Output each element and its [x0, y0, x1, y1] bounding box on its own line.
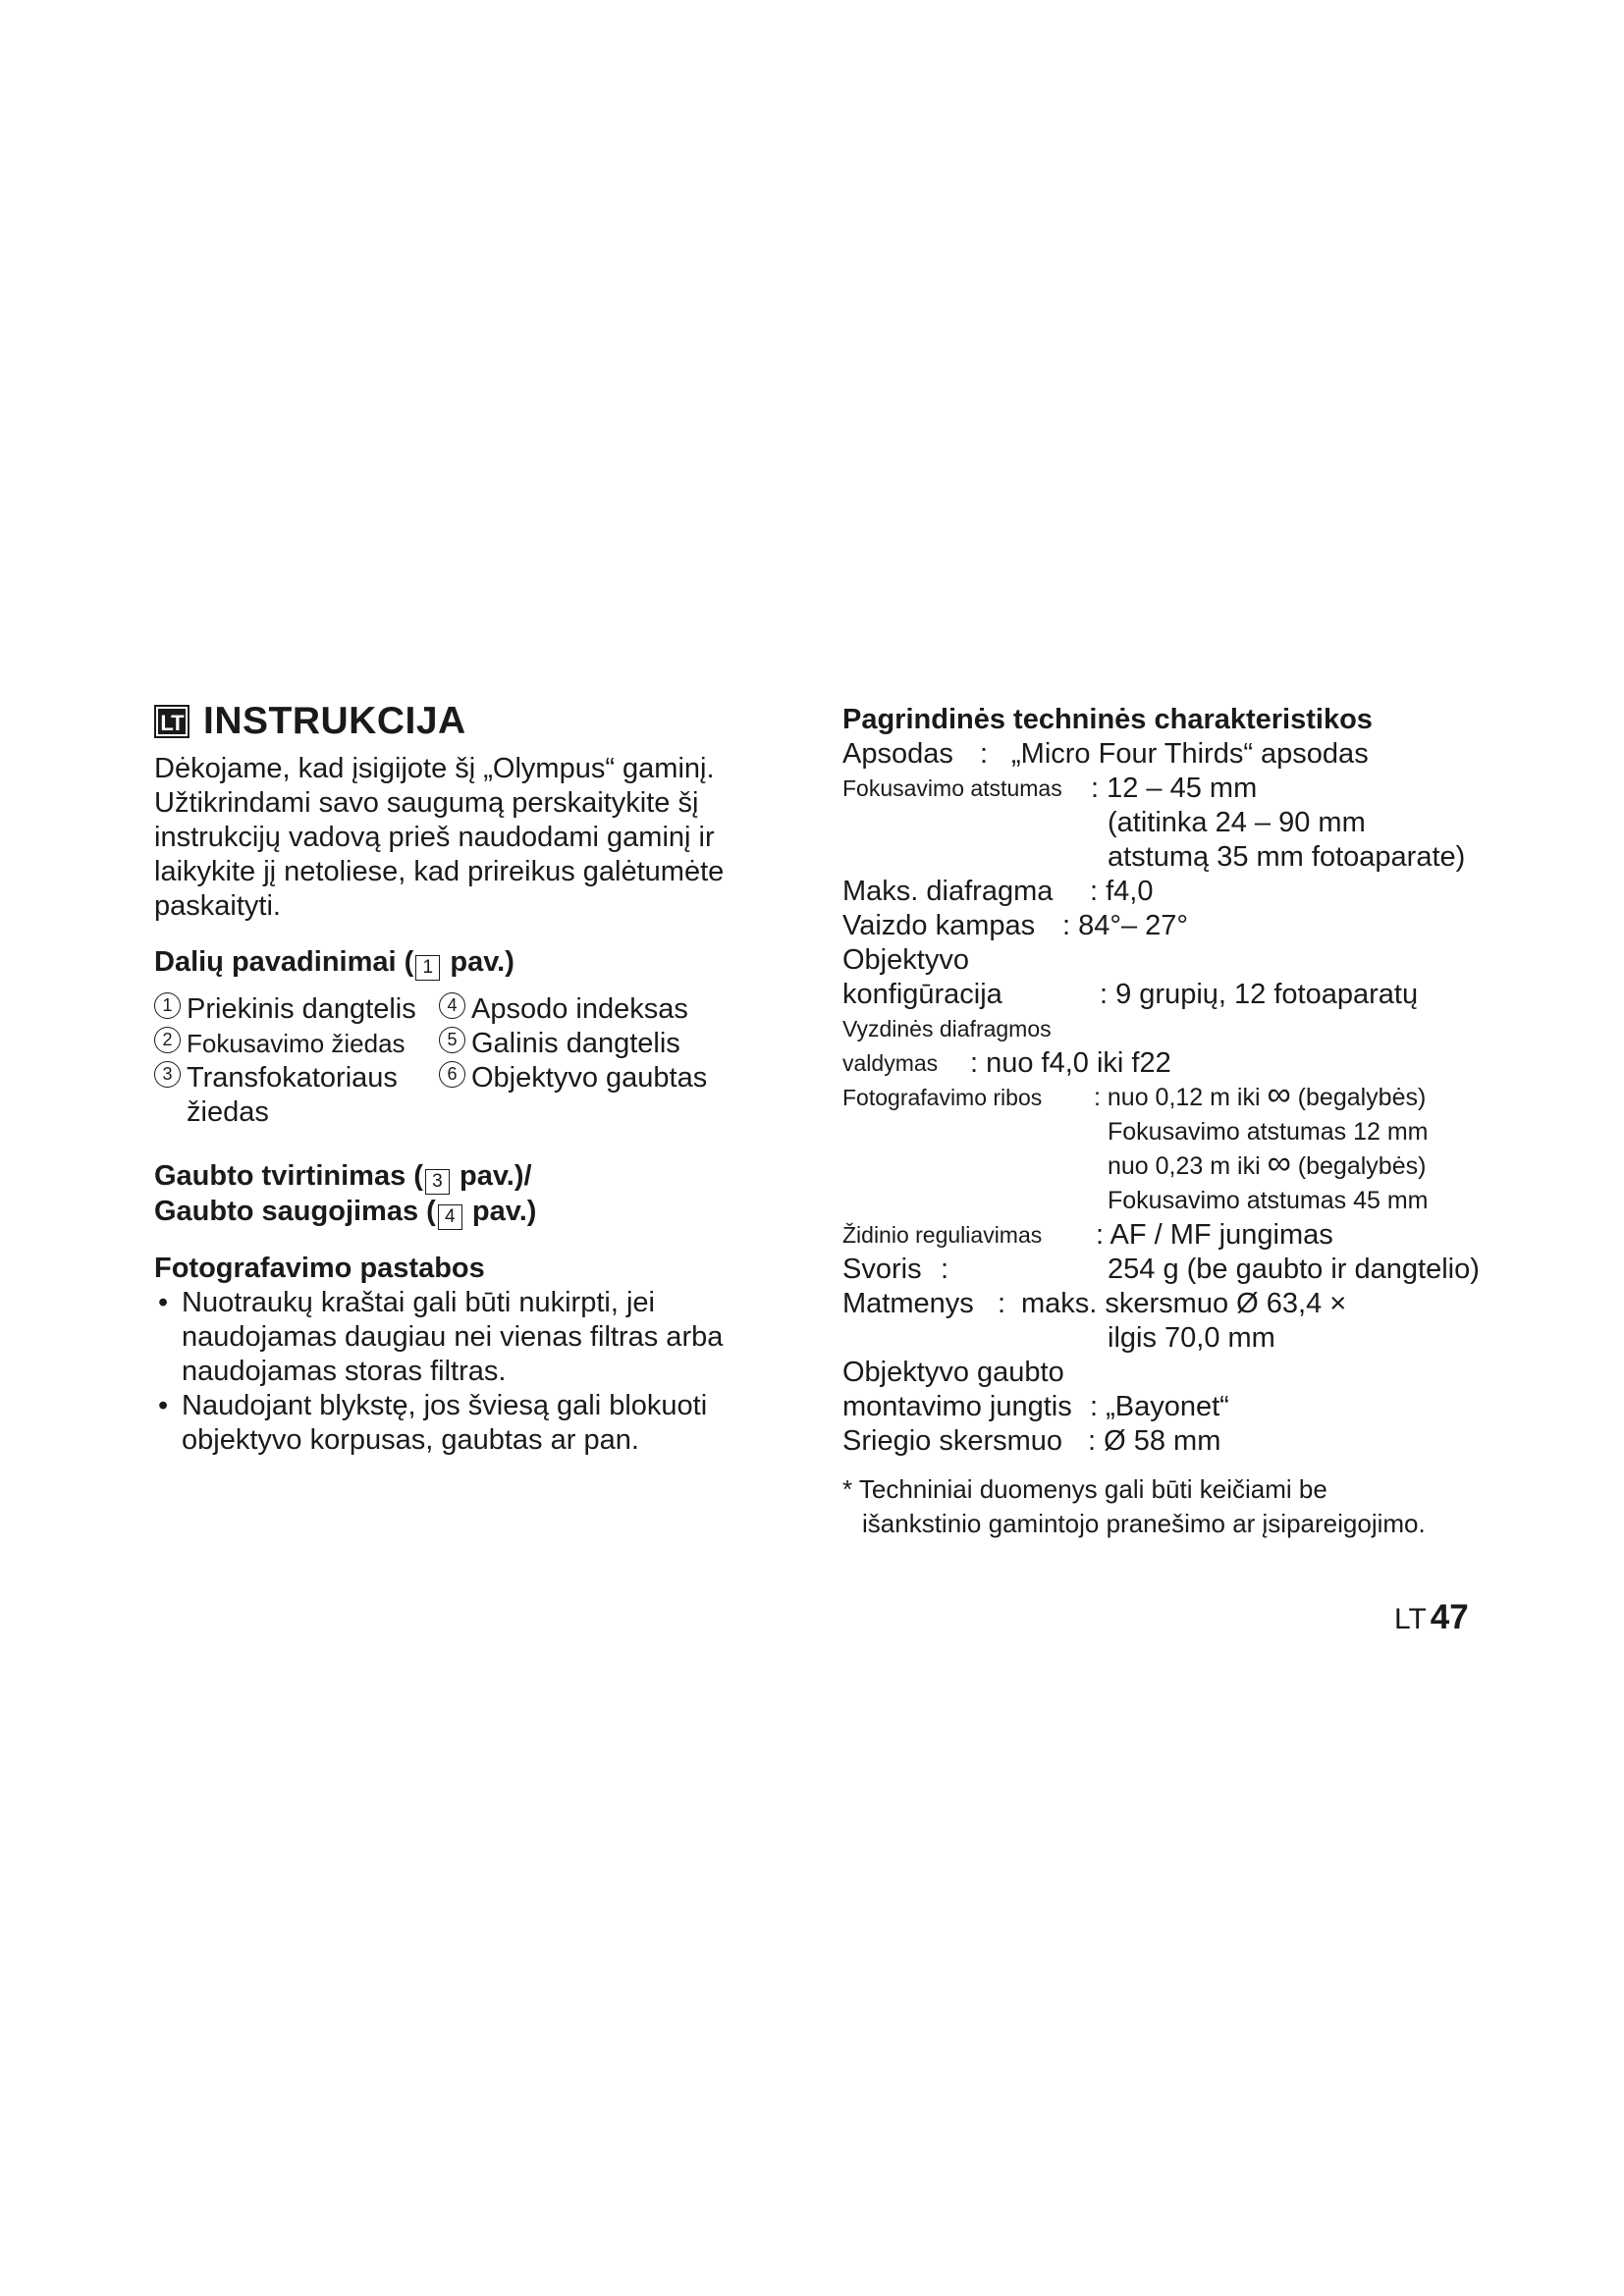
part-label: Apsodo indeksas — [471, 993, 688, 1025]
part-item — [439, 1061, 763, 1130]
spec-focal-length — [842, 772, 1490, 806]
intro-line: instrukcijų vadovą prieš naudodami gaminį ir — [154, 822, 715, 853]
part-label: Fokusavimo žiedas — [187, 1029, 406, 1058]
notes-heading: Fotografavimo pastabos — [154, 1253, 485, 1284]
specs-heading: Pagrindinės techninės charakteristikos — [842, 704, 1373, 735]
page-number-value: 47 — [1430, 1598, 1469, 1636]
specs-footnote — [842, 1472, 1490, 1541]
spec-value: : 9 grupių, 12 fotoaparatų — [1100, 979, 1419, 1010]
spec-mount — [842, 737, 1490, 772]
range-value-text: : nuo 0,12 m iki — [1094, 1084, 1261, 1111]
part-item — [154, 1061, 439, 1130]
page-title: INSTRUKCIJA — [203, 700, 466, 742]
intro-line: Užtikrindami savo saugumą perskaitykite šį — [154, 787, 699, 819]
spec-key: Vyzdinės diafragmos — [842, 1016, 1052, 1041]
footnote-line: * Techniniai duomenys gali būti keičiami be — [842, 1474, 1327, 1504]
parts-heading-text: Dalių pavadinimai ( — [154, 946, 414, 978]
spec-iris — [842, 1046, 1490, 1081]
part-item — [154, 1027, 439, 1061]
spec-sep: : — [998, 1288, 1006, 1319]
spec-sep: : — [980, 738, 989, 770]
spec-weight — [842, 1253, 1490, 1287]
note-line: naudojamas storas filtras. — [182, 1356, 507, 1387]
note-line: objektyvo korpusas, gaubtas ar pan. — [182, 1424, 639, 1456]
spec-key: Svoris — [842, 1254, 922, 1285]
spec-key: Maks. diafragma — [842, 876, 1054, 907]
footnote-line: išankstinio gamintojo pranešimo ar įsipareigojimo. — [862, 1509, 1426, 1538]
spec-key: montavimo jungtis — [842, 1391, 1072, 1422]
figure-ref-box: 3 — [425, 1169, 450, 1195]
hood-attach-heading — [154, 1159, 763, 1195]
note-line: Nuotraukų kraštai gali būti nukirpti, jei — [182, 1287, 655, 1318]
spec-value: : 12 – 45 mm — [1091, 773, 1258, 804]
hood-storage-heading — [154, 1195, 763, 1230]
spec-value: 254 g (be gaubto ir dangtelio) — [1108, 1254, 1480, 1285]
hood-attach-suffix: pav.)/ — [451, 1160, 532, 1192]
spec-shooting-range — [842, 1076, 1490, 1115]
spec-value: „Micro Four Thirds“ apsodas — [1011, 738, 1369, 770]
spec-value: : AF / MF jungimas — [1096, 1219, 1333, 1251]
spec-iris-label — [842, 1012, 1490, 1046]
spec-subline — [842, 1145, 1490, 1184]
notes-list — [154, 1286, 763, 1458]
spec-value: : „Bayonet“ — [1090, 1391, 1229, 1422]
part-item — [439, 992, 763, 1027]
spec-key: Apsodas — [842, 738, 953, 770]
intro-line: paskaityti. — [154, 890, 281, 922]
note-line: naudojamas daugiau nei vienas filtras arba — [182, 1321, 724, 1353]
spec-key: Fotografavimo ribos — [842, 1085, 1043, 1110]
note-item — [154, 1389, 763, 1458]
note-item — [154, 1286, 763, 1389]
spec-aperture — [842, 875, 1490, 909]
part-label: Priekinis dangtelis — [187, 993, 416, 1025]
spec-value: : Ø 58 mm — [1088, 1425, 1221, 1457]
spec-key: Objektyvo — [842, 944, 969, 976]
part-item — [439, 1027, 763, 1061]
parts-heading — [154, 945, 763, 981]
note-line: Naudojant blykstę, jos šviesą gali blokuoti — [182, 1390, 708, 1421]
page-number — [1394, 1598, 1469, 1637]
figure-ref-box: 4 — [438, 1204, 462, 1230]
spec-value: : f4,0 — [1090, 876, 1154, 907]
part-number: 6 — [439, 1061, 465, 1088]
range-value-text: nuo 0,23 m iki — [1108, 1152, 1261, 1180]
infinity-icon: ∞ — [1267, 1076, 1291, 1113]
spec-key: Matmenys — [842, 1288, 974, 1319]
part-number: 4 — [439, 992, 465, 1019]
part-number: 3 — [154, 1061, 181, 1088]
intro-line: laikykite jį netoliese, kad prireikus galėtumėte — [154, 856, 725, 887]
part-item — [154, 992, 439, 1027]
language-badge-icon: LT — [154, 705, 189, 738]
part-number: 5 — [439, 1027, 465, 1053]
spec-key: Objektyvo gaubto — [842, 1357, 1064, 1388]
spec-dimensions — [842, 1287, 1490, 1321]
spec-value: maks. skersmuo Ø 63,4 × — [1021, 1288, 1347, 1319]
hood-storage-text: Gaubto saugojimas ( — [154, 1196, 436, 1227]
figure-ref-box: 1 — [415, 955, 440, 981]
spec-value — [1094, 1076, 1427, 1115]
spec-key: Vaizdo kampas — [842, 910, 1036, 941]
spec-subline: ilgis 70,0 mm — [1108, 1322, 1275, 1354]
spec-config-label — [842, 943, 1490, 978]
hood-storage-suffix: pav.) — [463, 1196, 537, 1227]
spec-value: : 84°– 27° — [1062, 910, 1189, 941]
parts-list — [154, 992, 763, 1130]
spec-key: valdymas — [842, 1050, 939, 1076]
left-column — [154, 697, 763, 1458]
spec-filter-thread — [842, 1424, 1490, 1459]
spec-key: Fokusavimo atstumas — [842, 775, 1062, 801]
part-label: Objektyvo gaubtas — [471, 1062, 708, 1094]
page-lang-prefix: LT — [1394, 1603, 1427, 1635]
spec-config — [842, 978, 1490, 1012]
specifications-column — [842, 703, 1490, 1541]
spec-key: konfigūracija — [842, 979, 1002, 1010]
range-value-suffix: (begalybės) — [1290, 1084, 1427, 1111]
spec-sep: : — [941, 1254, 949, 1285]
parts-heading-suffix: pav.) — [442, 946, 514, 978]
hood-attach-text: Gaubto tvirtinimas ( — [154, 1160, 423, 1192]
range-value-suffix: (begalybės) — [1290, 1152, 1427, 1180]
part-label: Galinis dangtelis — [471, 1028, 680, 1059]
part-number: 2 — [154, 1027, 181, 1053]
infinity-icon: ∞ — [1267, 1145, 1291, 1182]
spec-subline: Fokusavimo atstumas 12 mm — [1108, 1118, 1429, 1146]
spec-subline: atstumą 35 mm fotoaparate) — [1108, 841, 1466, 873]
part-number: 1 — [154, 992, 181, 1019]
spec-value: : nuo f4,0 iki f22 — [970, 1047, 1171, 1079]
spec-key: Židinio reguliavimas — [842, 1222, 1043, 1248]
spec-subline: (atitinka 24 – 90 mm — [1108, 807, 1366, 838]
spec-hood — [842, 1390, 1490, 1424]
intro-line: Dėkojame, kad įsigijote šį „Olympus“ gaminį. — [154, 753, 715, 784]
spec-hood-label — [842, 1356, 1490, 1390]
part-label: Transfokatoriaus žiedas — [187, 1062, 398, 1128]
spec-key: Sriegio skersmuo — [842, 1425, 1063, 1457]
spec-focusing — [842, 1218, 1490, 1253]
spec-angle — [842, 909, 1490, 943]
title-row — [154, 697, 763, 746]
spec-subline: Fokusavimo atstumas 45 mm — [1108, 1187, 1429, 1214]
